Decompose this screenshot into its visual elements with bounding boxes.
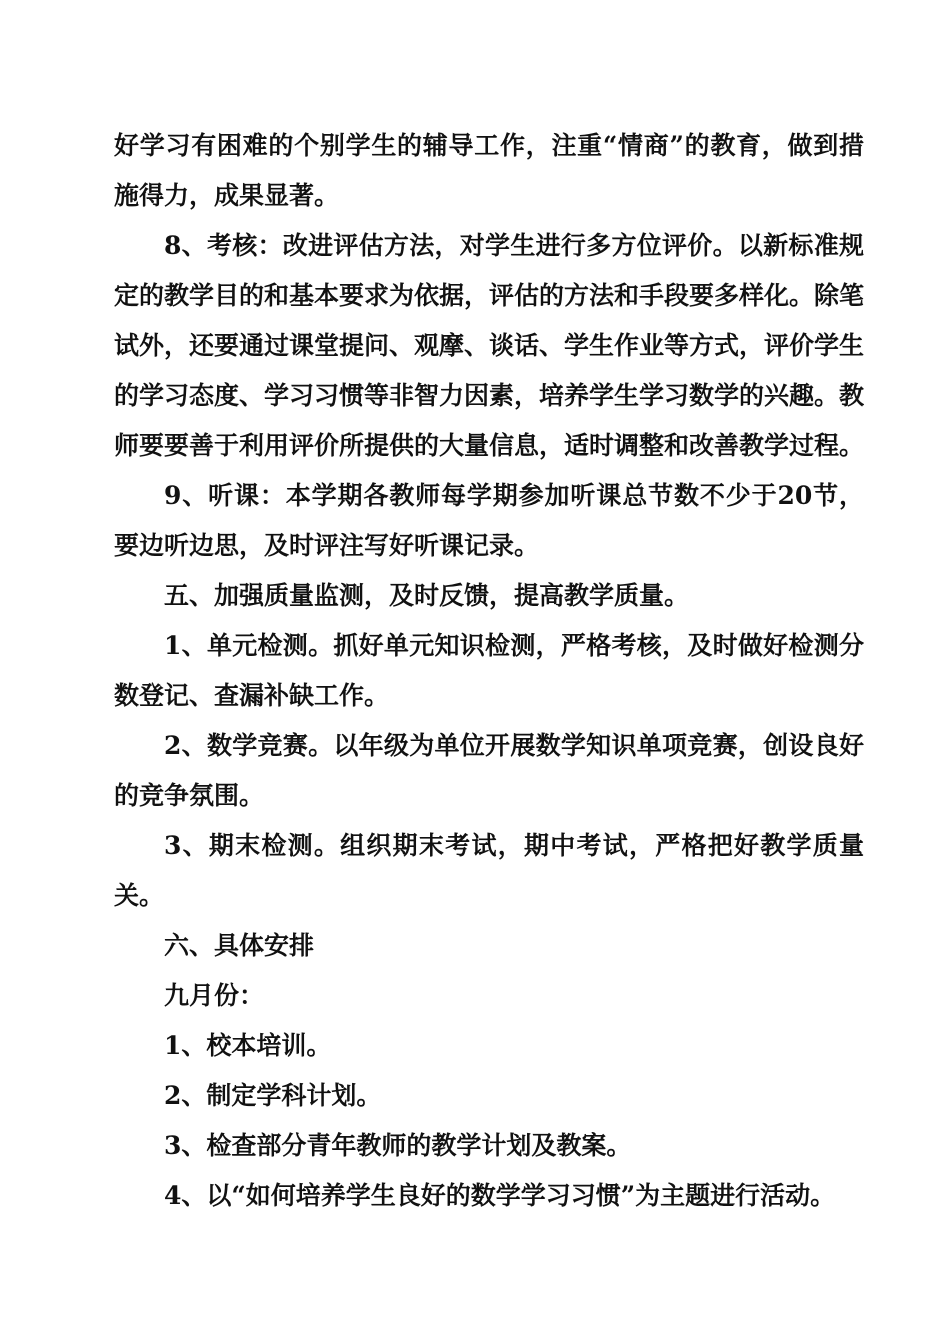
section-heading-quality-monitoring: 五、加强质量监测，及时反馈，提高教学质量。 [164,581,690,610]
paragraph-final-exam: 3、期末检测。组织期末考试，期中考试，严格把好教学质量关。 [114,831,864,910]
paragraph-lesson-observation: 9、听课：本学期各教师每学期参加听课总节数不少于20节，要边听边思，及时评注写好听课记录。 [114,481,864,560]
paragraph-continuation: 好学习有困难的个别学生的辅导工作，注重“情商”的教育，做到措施得力，成果显著。 [114,131,864,210]
paragraph-assessment: 8、考核：改进评估方法，对学生进行多方位评价。以新标准规定的教学目的和基本要求为依据，评估的方法和手段要多样化。除笔试外，还要通过课堂提问、观摩、谈话、学生作业等方式，评价学生的学习态度、学习习惯等非智力因素，培养学生学习数学的兴趣。教师要要善于利用评价所提供的大量信息，适时调整和改善教学过程。 [114,231,865,460]
paragraph-unit-test: 1、单元检测。抓好单元知识检测，严格考核，及时做好检测分数登记、查漏补缺工作。 [114,631,864,710]
paragraph-math-competition: 2、数学竞赛。以年级为单位开展数学知识单项竞赛，创设良好的竞争氛围。 [114,731,864,810]
list-item: 1、校本培训。 [164,1031,332,1060]
document-body [114,121,864,1221]
list-item: 2、制定学科计划。 [164,1081,382,1110]
list-item: 4、以“如何培养学生良好的数学学习习惯”为主题进行活动。 [164,1181,836,1210]
month-heading-september: 九月份： [164,981,265,1010]
section-heading-schedule: 六、具体安排 [164,931,315,960]
list-item: 3、检查部分青年教师的教学计划及教案。 [164,1131,632,1160]
